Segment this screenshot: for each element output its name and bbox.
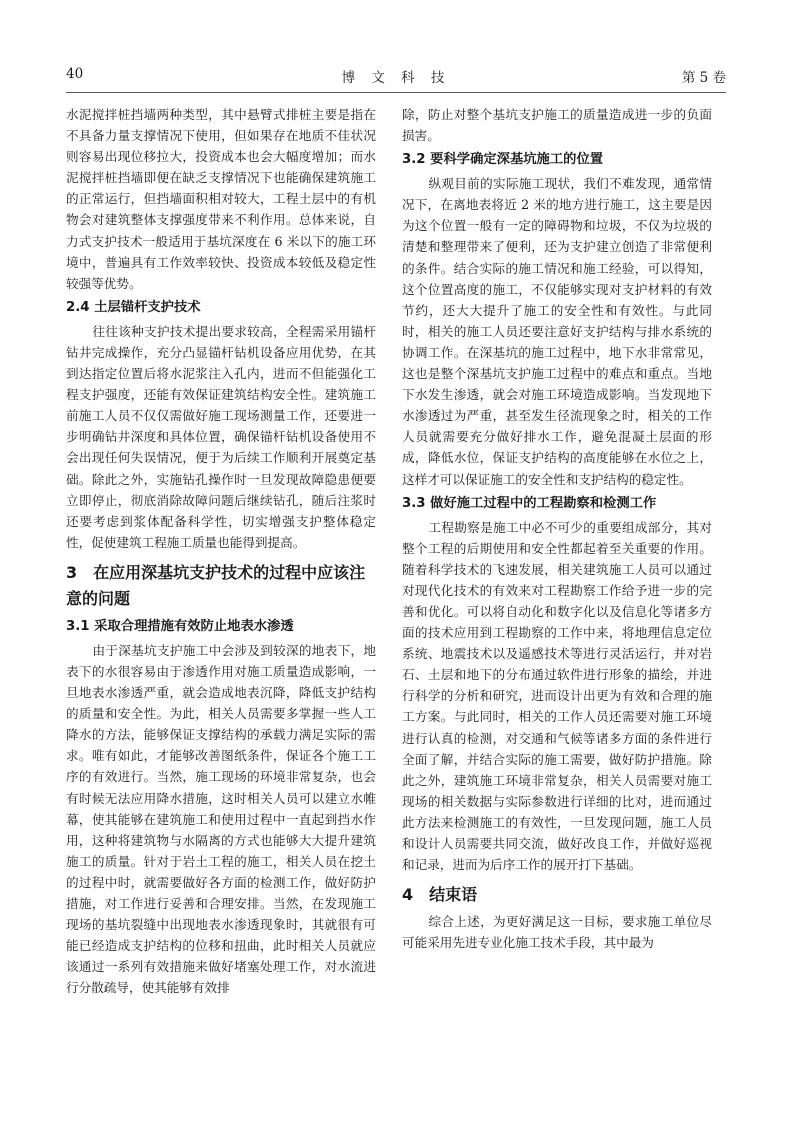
section-heading-4 [402, 882, 712, 908]
heading-3-3: 3.3 做好施工过程中的工程勘察和检测工作 [402, 495, 657, 511]
paragraph-2-4: 往往该种支护技术提出要求较高，全程需采用锚杆钻井完成操作，充分凸显锚杆钻机设备应用优势，在其到达指定位置后将水泥浆注入孔内，进而不但能强化工程支护强度，还能有效保证建筑结构安全性。建筑施工前施工人员不仅仅需做好施工现场测量工作，还要进一步明确钻井深度和具体位置，确保锚杆钻机设备使用不会出现任何失误情况，便于为后续工作顺利开展奠定基础。除此之外，实施钻孔操作时一旦发现故障隐患便要立即停止，彻底消除故障问题后继续钻孔，随后注浆时还要考虑到浆体配备科学性，切实增强支护整体稳定性，促使建筑工程施工质量也能得到提高。 [66, 323, 376, 550]
paragraph-3-3: 工程勘察是施工中必不可少的重要组成部分，其对整个工程的后期使用和安全性都起着至关重要的作用。随着科学技术的飞速发展，相关建筑施工人员可以通过对现代化技术的有效来对工程勘察工作给予进一步的完善和优化。可以将自动化和数字化以及信息化等诸多方面的技术应用到工程勘察的工作中来，将地理信息定位系统、地震技术以及遥感技术等进行灵活运行，并对岩石、土层和地下的分布通过软件进行形象的描绘，并进行科学的分析和研究，进而设计出更为有效和合理的施工方案。与此同时，相关的工作人员还需要对施工环境进行认真的检测，对交通和气候等诸多方面的条件进行全面了解，并结合实际的施工需要，做好防护措施。除此之外，建筑施工环境非常复杂，相关人员需要对施工现场的相关数据与实际参数进行详细的比对，进而通过此方法来检测施工的有效性，一旦发现问题，施工人员和设计人员需要共同交流，做好改良工作，并做好巡视和记录，进而为后序工作的展开打下基础。 [402, 519, 712, 873]
section-number: 3 [66, 562, 78, 582]
paragraph-4: 综合上述，为更好满足这一目标，要求施工单位尽可能采用先进专业化施工技术手段，其中最为 [402, 914, 712, 951]
header-rule [66, 92, 726, 93]
paragraph-intro-continued: 水泥搅拌桩挡墙两种类型，其中悬臂式排桩主要是指在不具备力量支撑情况下使用，但如果存在地质不佳状况则容易出现位移拉大，投资成本也会大幅度增加；而水泥搅拌桩挡墙即便在缺乏支撑情况下也能确保建筑施工的正常运行，但挡墙面积相对较大，工程土层中的有机物会对建筑整体支撑强度带来不利作用。总体来说，自力式支护技术一般适用于基坑深度在 6 米以下的施工环境中，普遍具有工作效率较快、投资成本较低及稳定性较强等优势。 [66, 107, 376, 291]
heading-3-1: 3.1 采取合理措施有效防止地表水渗透 [66, 618, 294, 634]
paragraph-3-2: 纵观目前的实际施工现状，我们不难发现，通常情况下，在离地表将近 2 米的地方进行施工，这主要是因为这个位置一般有一定的障碍物和垃圾，不仅为垃圾的清楚和整理带来了便利，还为支护建立创造了非常便利的条件。结合实际的施工情况和施工经验，可以得知，这个位置高度的施工，不仅能够实现对支护材料的有效节约，还大大提升了施工的安全性和有效性。与此同时，相关的施工人员还要注意好支护结构与排水系统的协调工作。在深基坑的施工过程中，地下水非常常见，这也是整个深基坑支护施工过程中的难点和重点。当地下水发生渗透，就会对施工环境造成影响。当发现地下水渗透过为严重，甚至发生径流现象之时，相关的工作人员就需要充分做好排水工作，避免混凝土层面的形成，降低水位，保证支护结构的高度能够在水位之上，这样才可以保证施工的安全性和支护结构的稳定性。 [402, 176, 712, 487]
heading-3-2: 3.2 要科学确定深基坑施工的位置 [402, 152, 604, 168]
journal-title: 博 文 科 技 [341, 70, 451, 86]
running-header [66, 66, 726, 86]
volume-label: 第 5 卷 [681, 70, 726, 86]
paragraph-3-1-continued: 除，防止对整个基坑支护施工的质量造成进一步的负面损害。 [402, 107, 712, 144]
paragraph-3-1: 由于深基坑支护施工中会涉及到较深的地表下，地表下的水很容易由于渗透作用对施工质量造成影响，一旦地表水渗透严重，就会造成地表沉降，降低支护结构的质量和安全性。为此，相关人员需要多掌握一些人工降水的方法，能够保证支撑结构的承载力满足实际的需求。唯有如此，才能够改善图纸条件，保证各个施工工序的有效进行。当然，施工现场的环境非常复杂，也会有时候无法应用降水措施，这时相关人员可以建立水帷幕，使其能够在建筑施工和使用过程中一直起到挡水作用，这种将建筑物与水隔离的方式也能够大大提升建筑施工的质量。针对于岩土工程的施工，相关人员在挖土的过程中时，就需要做好各方面的检测工作，做好防护措施，对工作进行妥善和合理安排。当然，在发现施工现场的基坑裂缝中出现地表水渗透现象时，其就很有可能已经造成支护结构的位移和扭曲，此时相关人员就应该通过一系列有效措施来做好堵塞处理工作，对水流进行分散疏导，使其能够有效排 [66, 642, 376, 996]
section-number: 4 [402, 885, 414, 905]
section-title: 在应用深基坑支护技术的过程中应该注意的问题 [66, 562, 366, 608]
section-title: 结束语 [429, 885, 478, 905]
heading-2-4: 2.4 土层锚杆支护技术 [66, 299, 201, 315]
section-heading-3 [66, 560, 376, 612]
right-column [402, 104, 712, 953]
left-column [66, 104, 376, 998]
page-number: 40 [66, 66, 84, 82]
